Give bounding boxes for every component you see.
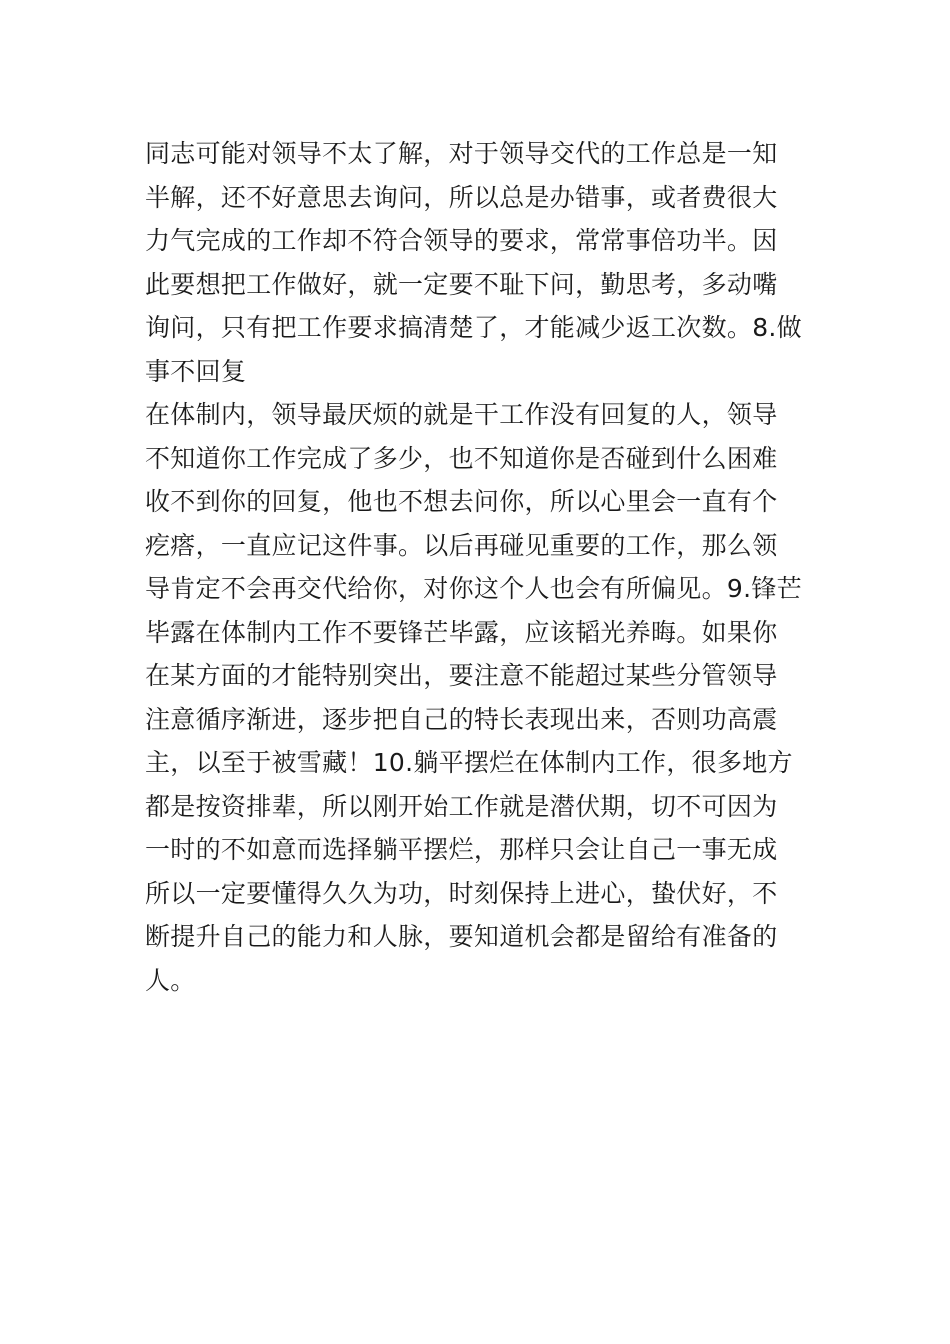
- text-line: 人。: [145, 965, 196, 995]
- text-line: 一时的不如意而选择躺平摆烂，那样只会让自己一事无成: [145, 835, 778, 864]
- text-line: 导肯定不会再交代给你，对你这个人也会有所偏见。9.锋芒: [145, 574, 802, 603]
- text-line: 所以一定要懂得久久为功，时刻保持上进心，蛰伏好，不: [145, 878, 778, 908]
- body-text: [145, 132, 815, 1002]
- text-line: 在体制内，领导最厌烦的就是干工作没有回复的人，领导: [145, 400, 778, 429]
- text-line: 力气完成的工作却不符合领导的要求，常常事倍功半。因: [145, 226, 778, 255]
- text-line: 同志可能对领导不太了解，对于领导交代的工作总是一知: [145, 139, 778, 168]
- text-line: 注意循序渐进，逐步把自己的特长表现出来，否则功高震: [145, 704, 778, 734]
- text-line: 询问，只有把工作要求搞清楚了，才能减少返工次数。8.做: [145, 313, 802, 342]
- text-line: 毕露在体制内工作不要锋芒毕露，应该韬光养晦。如果你: [145, 617, 778, 647]
- text-line: 主，以至于被雪藏！10.躺平摆烂在体制内工作，很多地方: [145, 748, 793, 777]
- text-line: 此要想把工作做好，就一定要不耻下问，勤思考，多动嘴: [145, 269, 778, 299]
- text-line: 收不到你的回复，他也不想去问你，所以心里会一直有个: [145, 487, 778, 516]
- text-line: 断提升自己的能力和人脉，要知道机会都是留给有准备的: [145, 922, 778, 951]
- text-line: 在某方面的才能特别突出，要注意不能超过某些分管领导: [145, 661, 778, 690]
- text-line: 半解，还不好意思去询问，所以总是办错事，或者费很大: [145, 182, 778, 212]
- text-line: 不知道你工作完成了多少，也不知道你是否碰到什么困难: [145, 443, 778, 473]
- text-line: 都是按资排辈，所以刚开始工作就是潜伏期，切不可因为: [145, 791, 778, 821]
- text-line: 事不回复: [145, 356, 247, 386]
- text-line: 疙瘩，一直应记这件事。以后再碰见重要的工作，那么领: [145, 530, 778, 560]
